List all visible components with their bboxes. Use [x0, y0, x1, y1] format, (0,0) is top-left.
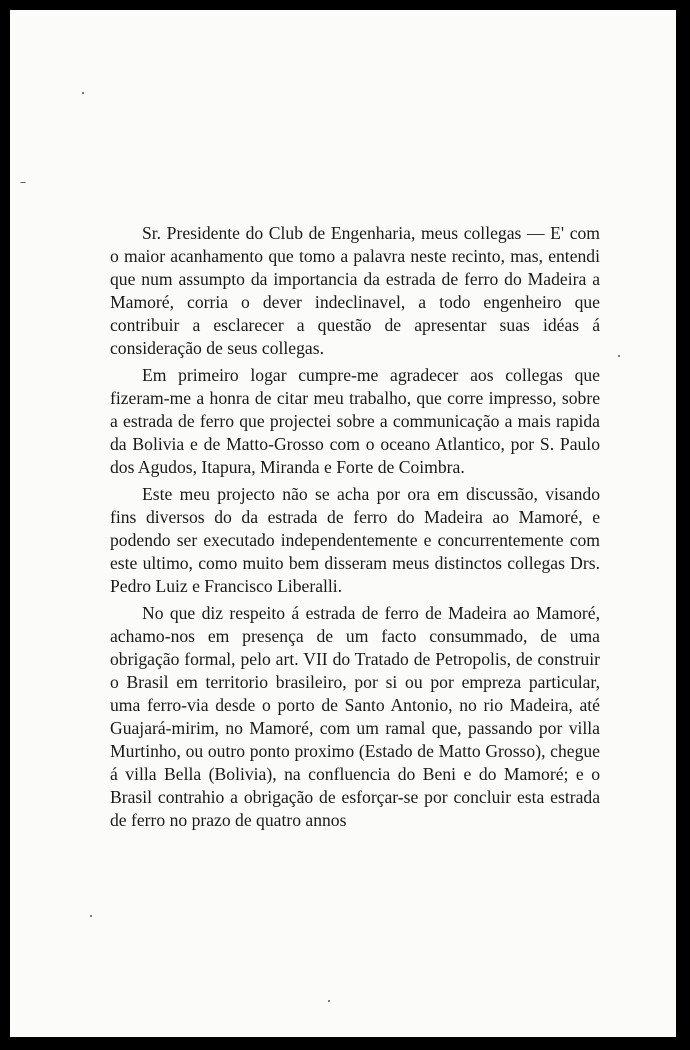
scan-speck: [618, 355, 620, 357]
document-page: [10, 10, 676, 1037]
body-text: [110, 222, 600, 836]
scan-speck: [20, 182, 26, 183]
paragraph-4: No que diz respeito á estrada de ferro de Madeira ao Mamoré, achamo-nos em presença de um facto consummado, de uma obrigação formal, pelo art. VII do Tratado de Petropolis, de construir o Brasil em territorio brasileiro, por si ou por empreza particular, uma ferro-via desde o porto de Santo Antonio, no rio Madeira, até Guajará-mirim, no Mamoré, com um ramal que, passando por villa Murtinho, ou outro ponto proximo (Estado de Matto Grosso), chegue á villa Bella (Bolivia), na confluencia do Beni e do Mamoré; e o Brasil contrahio a obrigação de esforçar-se por concluir esta estrada de ferro no prazo de quatro annos: [110, 603, 600, 830]
paragraph-2: Em primeiro logar cumpre-me agradecer aos collegas que fizeram-me a honra de citar meu trabalho, que corre impresso, sobre a estrada de ferro que projectei sobre a communicação a mais rapida da Bolivia e de Matto-Grosso com o oceano Atlantico, por S. Paulo dos Agudos, Itapura, Miranda e Forte de Coimbra.: [110, 365, 600, 477]
scan-speck: [328, 1000, 330, 1002]
paragraph-1: Sr. Presidente do Club de Engenharia, meus collegas — E' com o maior acanhamento que tomo a palavra neste recinto, mas, entendi que num assumpto da importancia da estrada de ferro do Madeira a Mamoré, corria o dever indeclinavel, a todo engenheiro que contribuir a esclarecer a questão de apresentar suas idéas á consideração de seus collegas.: [110, 223, 600, 358]
paragraph-3: Este meu projecto não se acha por ora em discussão, visando fins diversos do da estrada de ferro do Madeira ao Mamoré, e podendo ser executado independentemente e concurrentemente com este ultimo, como muito bem disseram meus distinctos collegas Drs. Pedro Luiz e Francisco Liberalli.: [110, 484, 600, 596]
scan-speck: [82, 92, 84, 94]
scan-speck: [90, 915, 92, 917]
